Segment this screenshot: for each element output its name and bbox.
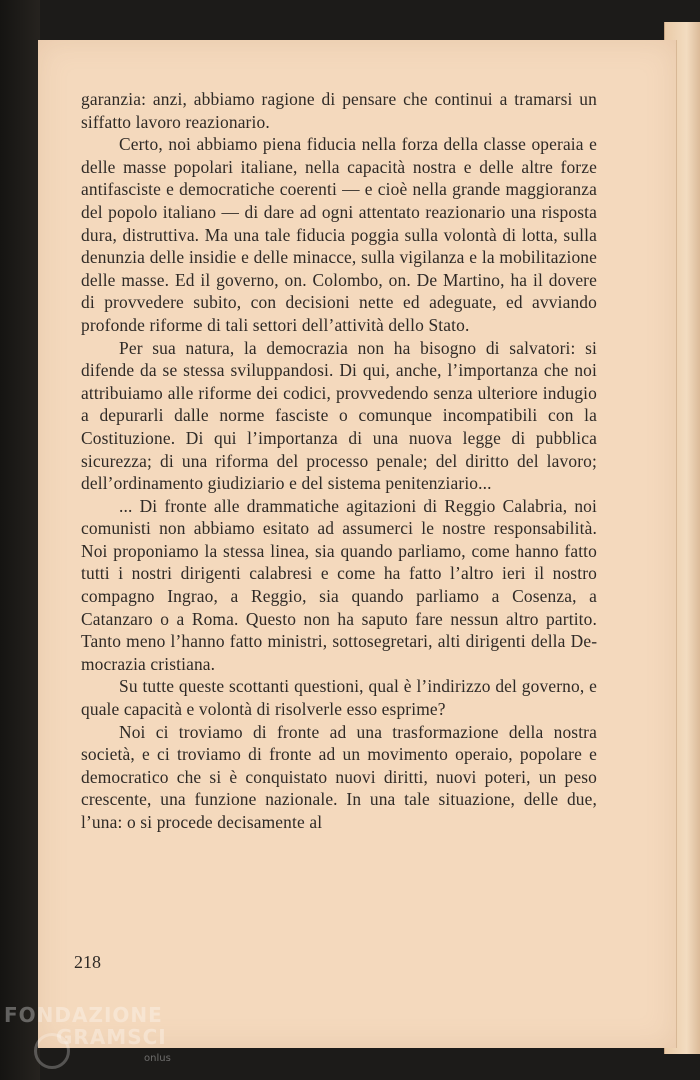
watermark-line3: onlus <box>144 1053 171 1064</box>
scan-background <box>0 0 40 1080</box>
paragraph-4: ... Di fronte alle drammatiche agitazioni di Reggio Calabria, noi comunisti non abbiamo esitato ad assumerci le nostre responsabilità. Noi proponiamo la stessa linea, sia quando parliamo, come hanno fatto tutti i nostri dirigenti calabresi e come ha fatto l’altro ieri il nostro compagno Ingrao, a Reggio, sia quando parliamo a Cosenza, a Catanzaro o a Roma. Questo non ha saputo fare nessun altro partito. Tanto meno l’hanno fatto ministri, sottosegretari, alti dirigenti della Democrazia cristiana. <box>81 495 597 674</box>
paragraph-6: Noi ci troviamo di fronte ad una trasformazione della nostra società, e ci troviamo di fronte ad un movimento operaio, popolare e democratico che si è conquistato nuovi diritti, nuovi poteri, un peso crescente, una funzione nazionale. In una tale situazione, delle due, l’una: o si procede decisamente al <box>81 721 597 832</box>
page-body-text <box>81 88 597 834</box>
paragraph-3: Per sua natura, la democrazia non ha bisogno di salvatori: si difende da se stessa sviluppandosi. Di qui, anche, l’importanza che noi attribuiamo alle riforme dei codici, provvedendo senza ulteriore indugio a depurarli dalle norme fasciste o comunque incompatibili con la Costituzione. Di qui l’importanza di una nuova legge di pubblica sicurezza; di una riforma del processo penale; del diritto del lavoro; dell’ordinamento giudiziario e del sistema penitenziario... <box>81 337 597 494</box>
page-number: 218 <box>74 952 101 972</box>
watermark-line2: GRAMSCI <box>56 1025 167 1049</box>
watermark-line1: FONDAZIONE <box>4 1003 163 1027</box>
paragraph-2: Certo, noi abbiamo piena fiducia nella forza della classe operaia e delle masse popolari italiane, nella capacità nostra e delle altre forze antifasciste e democratiche coerenti — e cioè nella grande maggioranza del popolo italiano — di dare ad ogni attentato reazionario una risposta dura, distruttiva. Ma una tale fiducia poggia sulla volontà di lotta, sulla denunzia delle insidie e delle minacce, sulla vigilanza e la mobilitazione delle masse. Ed il governo, on. Colombo, on. De Martino, ha il dovere di provvedere subito, con decisioni nette ed adeguate, ed avviando profonde riforme di tali settori dell’attività dello Stato. <box>81 134 597 335</box>
paragraph-1: garanzia: anzi, abbiamo ragione di pensare che continui a tramarsi un siffatto lavoro reazionario. <box>81 89 597 132</box>
paragraph-5: Su tutte queste scottanti questioni, qual è l’indirizzo del governo, e quale capacità e volontà di risolverle esso esprime? <box>81 676 597 720</box>
